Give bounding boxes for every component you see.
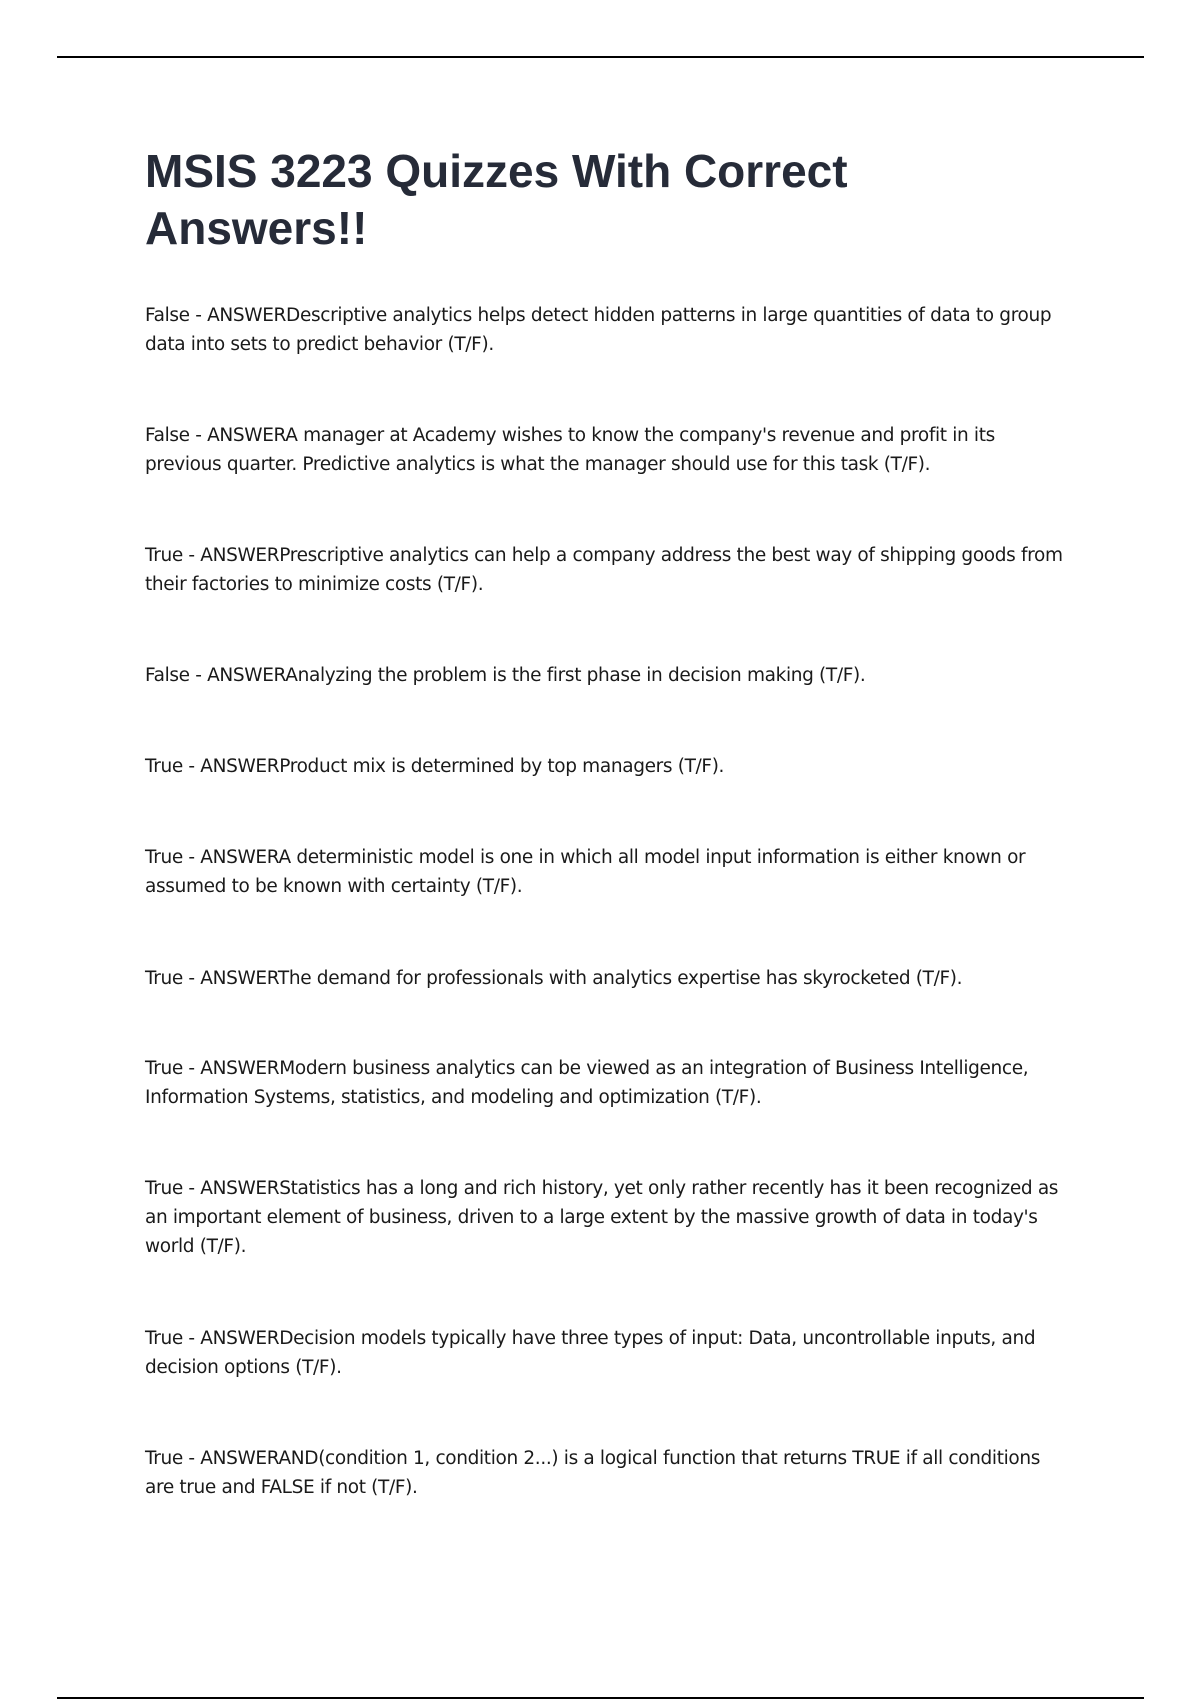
qa-item: True - ANSWERPrescriptive analytics can help a company address the best way of shipping goods from their factories to minimize costs (T/F). bbox=[145, 545, 1063, 595]
qa-item: True - ANSWERThe demand for professionals with analytics expertise has skyrocketed (T/F). bbox=[145, 968, 963, 989]
qa-item: True - ANSWERProduct mix is determined by top managers (T/F). bbox=[145, 756, 725, 777]
qa-item: False - ANSWERAnalyzing the problem is the first phase in decision making (T/F). bbox=[145, 665, 866, 686]
qa-item: False - ANSWERA manager at Academy wishes to know the company's revenue and profit in its previous quarter. Predictive analytics is what the manager should use for this task (T/F). bbox=[145, 425, 995, 475]
qa-item: True - ANSWERA deterministic model is one in which all model input information is either known or assumed to be known with certainty (T/F). bbox=[145, 847, 1026, 897]
page-title: MSIS 3223 Quizzes With Correct Answers!! bbox=[145, 145, 848, 254]
qa-item: True - ANSWERAND(condition 1, condition 2...) is a logical function that returns TRUE if all conditions are true and FALSE if not (T/F). bbox=[145, 1448, 1041, 1498]
bottom-divider bbox=[57, 1697, 1144, 1699]
top-divider bbox=[57, 56, 1144, 58]
qa-item: True - ANSWERStatistics has a long and rich history, yet only rather recently has it been recognized as an important element of business, driven to a large extent by the massive growth of data in today's world (T/F). bbox=[145, 1178, 1059, 1257]
qa-item: True - ANSWERModern business analytics can be viewed as an integration of Business Intelligence, Information Systems, statistics, and modeling and optimization (T/F). bbox=[145, 1058, 1029, 1108]
qa-item: False - ANSWERDescriptive analytics helps detect hidden patterns in large quantities of data to group data into sets to predict behavior (T/F). bbox=[145, 305, 1052, 355]
qa-item: True - ANSWERDecision models typically have three types of input: Data, uncontrollable inputs, and decision options (T/F). bbox=[145, 1328, 1036, 1378]
